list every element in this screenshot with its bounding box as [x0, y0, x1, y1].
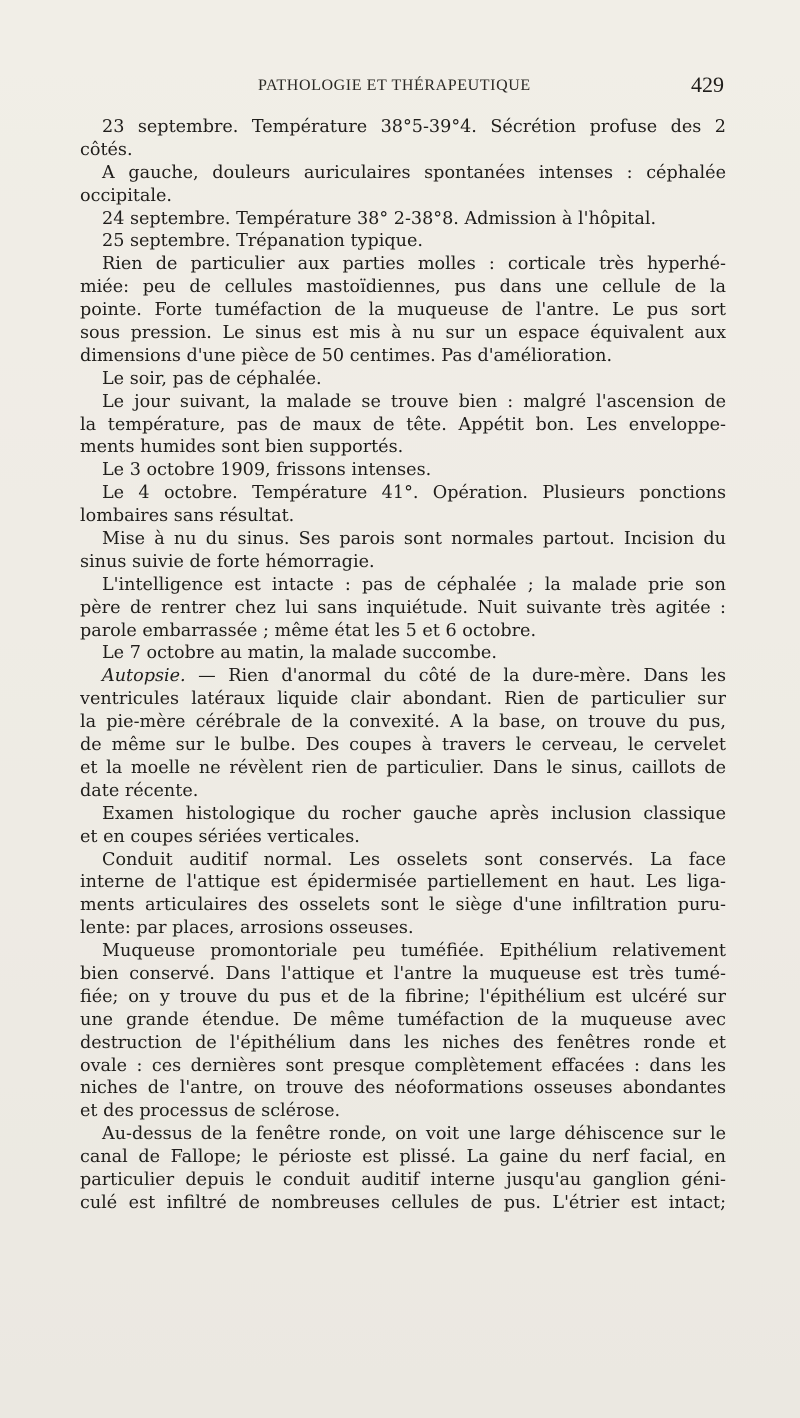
text-line: Conduit auditif normal. Les osselets sont conservés. La face [102, 849, 726, 870]
text-line: et en coupes sériées verticales. [80, 826, 360, 847]
text-line: interne de l'attique est épidermisée partiellement en haut. Les liga- [80, 872, 726, 893]
text-line: 24 septembre. Température 38° 2-38°8. Admission à l'hôpital. [102, 208, 657, 229]
text-line: parole embarrassée ; même état les 5 et 6 octobre. [80, 620, 537, 641]
text-line: date récente. [80, 780, 199, 801]
text-line: Le 7 octobre au matin, la malade succombe. [102, 643, 497, 664]
text-line: L'intelligence est intacte : pas de céphalée ; la malade prie son [102, 574, 726, 595]
text-line: Muqueuse promontoriale peu tuméfiée. Epithélium relativement [102, 941, 726, 962]
text-line: miée: peu de cellules mastoïdiennes, pus dans une cellule de la [80, 277, 726, 298]
text-line: culé est infiltré de nombreuses cellules de pus. L'étrier est intact; [80, 1192, 726, 1213]
text-line: bien conservé. Dans l'attique et l'antre la muqueuse est très tumé- [80, 963, 726, 984]
text-line: destruction de l'épithélium dans les niches des fenêtres ronde et [80, 1032, 726, 1053]
text-line: père de rentrer chez lui sans inquiétude. Nuit suivante très agitée : [80, 597, 726, 618]
page-number: 429 [691, 72, 724, 97]
text-line: canal de Fallope; le périoste est plissé. La gaine du nerf facial, en [80, 1147, 726, 1168]
text-line: et des processus de sclérose. [80, 1101, 341, 1122]
text-line: Le jour suivant, la malade se trouve bien : malgré l'ascension de [102, 391, 726, 412]
body-text [80, 116, 726, 1215]
line-text: — Rien d'anormal du côté de la dure-mère. Dans les [185, 666, 726, 687]
text-line: ments articulaires des osselets sont le siège d'une infiltration puru- [80, 895, 726, 916]
text-line: ventricules latéraux liquide clair abondant. Rien de particulier sur [80, 689, 726, 710]
text-line: ments humides sont bien supportés. [80, 437, 404, 458]
text-line: 23 septembre. Température 38°5-39°4. Sécrétion profuse des 2 [102, 117, 726, 137]
text-line: ovale : ces dernières sont presque complètement effacées : dans les [80, 1055, 726, 1076]
text-line: niches de l'antre, on trouve des néoformations osseuses abondantes [80, 1078, 726, 1099]
italic-heading: Autopsie. [102, 666, 186, 687]
text-line [80, 665, 726, 688]
running-title: PATHOLOGIE ET THÉRAPEUTIQUE [258, 77, 531, 94]
text-line: particulier depuis le conduit auditif interne jusqu'au ganglion géni- [80, 1169, 726, 1190]
text-line: sous pression. Le sinus est mis à nu sur un espace équivalent aux [80, 323, 726, 344]
text-line: Le soir, pas de céphalée. [102, 368, 322, 389]
text-line: lente: par places, arrosions osseuses. [80, 918, 414, 939]
page-header [80, 72, 724, 104]
text-line: A gauche, douleurs auriculaires spontanées intenses : céphalée [102, 162, 726, 183]
text-line: une grande étendue. De même tuméfaction de la muqueuse avec [80, 1009, 726, 1030]
text-line: pointe. Forte tuméfaction de la muqueuse de l'antre. Le pus sort [80, 300, 726, 321]
text-line: Le 4 octobre. Température 41°. Opération. Plusieurs ponctions [102, 483, 726, 504]
text-line: la pie-mère cérébrale de la convexité. A la base, on trouve du pus, [80, 712, 726, 733]
text-line: côtés. [80, 139, 133, 160]
text-line: lombaires sans résultat. [80, 506, 295, 527]
text-line: Examen histologique du rocher gauche après inclusion classique [102, 803, 726, 824]
text-line: 25 septembre. Trépanation typique. [102, 231, 423, 252]
text-line: sinus suivie de forte hémorragie. [80, 551, 375, 572]
text-line: et la moelle ne révèlent rien de particulier. Dans le sinus, caillots de [80, 757, 726, 778]
text-line: de même sur le bulbe. Des coupes à travers le cerveau, le cervelet [80, 735, 726, 756]
text-line: Au-dessus de la fenêtre ronde, on voit une large déhiscence sur le [102, 1124, 726, 1145]
text-line: Rien de particulier aux parties molles : corticale très hyperhé- [102, 254, 726, 275]
text-line: Mise à nu du sinus. Ses parois sont normales partout. Incision du [102, 529, 726, 550]
text-line: fiée; on y trouve du pus et de la fibrine; l'épithélium est ulcéré sur [80, 986, 726, 1007]
text-line: occipitale. [80, 185, 173, 206]
text-line: Le 3 octobre 1909, frissons intenses. [102, 460, 432, 481]
text-line: la température, pas de maux de tête. Appétit bon. Les enveloppe- [80, 414, 726, 435]
text-line: dimensions d'une pièce de 50 centimes. Pas d'amélioration. [80, 345, 613, 366]
